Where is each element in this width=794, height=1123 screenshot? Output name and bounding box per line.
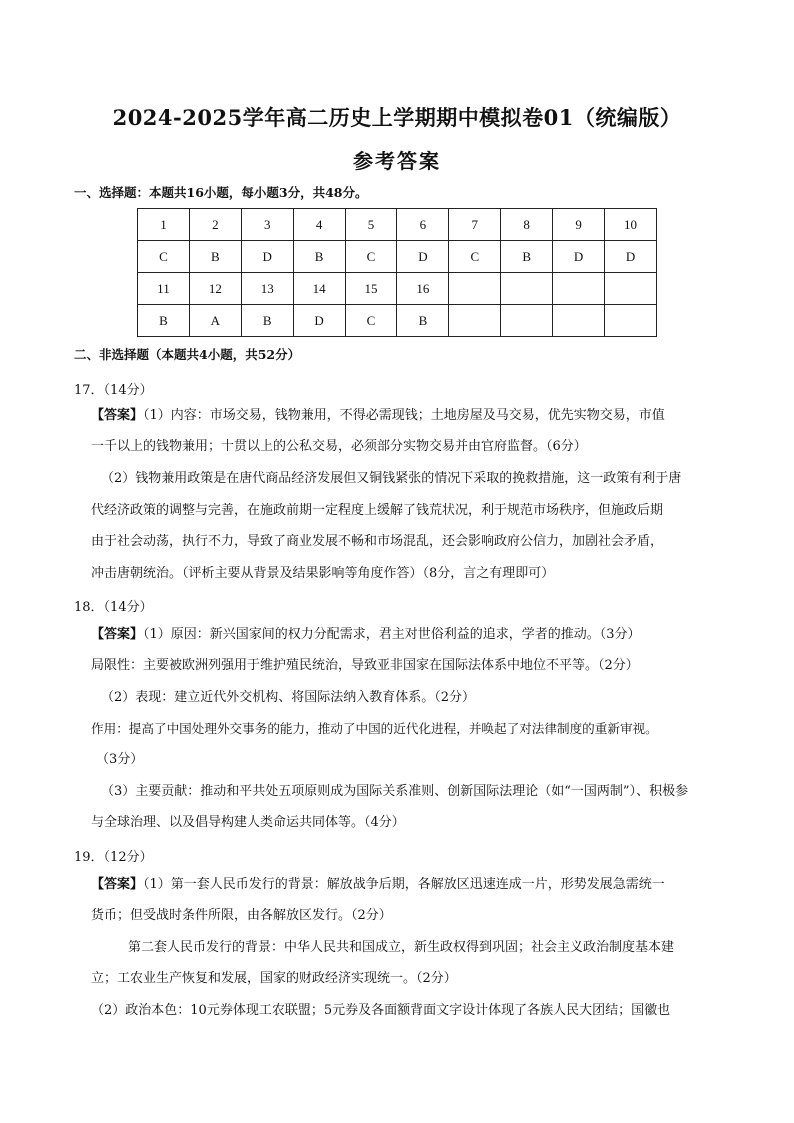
table-row — [138, 305, 657, 337]
section-heading-choice: 一、选择题：本题共16小题，每小题3分，共48分。 — [74, 185, 368, 200]
table-cell: A — [189, 305, 241, 337]
table-cell: D — [397, 241, 449, 273]
document-title: 2024-2025学年高二历史上学期期中模拟卷01（统编版） — [112, 105, 682, 130]
q18-line-5: （3分） — [96, 752, 144, 767]
table-cell: 12 — [189, 273, 241, 305]
answer-text: （1）内容：市场交易，钱物兼用，不得必需现钱；土地房屋及马交易，优先实物交易，市值 — [143, 408, 665, 423]
q18-line-4: 作用：提高了中国处理外交事务的能力，推动了中国的近代化进程，并唤起了对法律制度的重新审视。 — [91, 721, 658, 736]
q19-line-5: （2）政治本色：10元券体现工农联盟；5元券及各面额背面文字设计体现了各族人民大团结；国徽也 — [91, 1003, 671, 1018]
table-cell — [449, 273, 501, 305]
table-cell: C — [345, 241, 397, 273]
table-cell: 15 — [345, 273, 397, 305]
table-row — [138, 273, 657, 305]
q17-line-6: 冲击唐朝统治。（评析主要从背景及结果影响等角度作答）（8分，言之有理即可） — [91, 566, 555, 581]
answer-tag: 【答案】 — [91, 627, 144, 642]
table-cell: B — [501, 241, 553, 273]
q19-line-1 — [91, 877, 665, 893]
table-cell: D — [293, 305, 345, 337]
table-row — [138, 241, 657, 273]
answer-tag: 【答案】 — [91, 408, 144, 423]
table-cell: B — [189, 241, 241, 273]
answer-table — [137, 208, 657, 337]
table-cell: 14 — [293, 273, 345, 305]
table-cell: C — [449, 241, 501, 273]
q17-line-1 — [91, 408, 665, 424]
document-subtitle: 参考答案 — [353, 149, 441, 173]
table-cell: B — [241, 305, 293, 337]
table-cell: 11 — [138, 273, 190, 305]
q17-line-5: 由于社会动荡，执行不力，导致了商业发展不畅和市场混乱，还会影响政府公信力，加剧社会矛盾， — [91, 534, 664, 549]
q19-line-2: 货币；但受战时条件所限，由各解放区发行。（2分） — [91, 908, 392, 923]
table-cell — [553, 305, 605, 337]
table-cell: D — [241, 241, 293, 273]
q18-line-7: 与全球治理、以及倡导构建人类命运共同体等。（4分） — [91, 815, 405, 830]
q19-line-3: 第二套人民币发行的背景：中华人民共和国成立，新生政权得到巩固；社会主义政治制度基本建 — [128, 940, 675, 955]
table-cell: B — [397, 305, 449, 337]
q17-line-3: （2）钱物兼用政策是在唐代商品经济发展但又铜钱紧张的情况下采取的挽救措施，这一政策有利于唐 — [101, 471, 682, 486]
answer-text: （1）第一套人民币发行的背景：解放战争后期，各解放区迅速连成一片，形势发展急需统一 — [143, 877, 665, 892]
table-cell: D — [553, 241, 605, 273]
table-cell: 6 — [397, 209, 449, 241]
table-cell — [501, 305, 553, 337]
table-cell: 5 — [345, 209, 397, 241]
table-cell: 4 — [293, 209, 345, 241]
q19-line-4: 立；工农业生产恢复和发展，国家的财政经济实现统一。（2分） — [91, 971, 457, 986]
table-cell: 2 — [189, 209, 241, 241]
table-cell — [449, 305, 501, 337]
table-cell: 7 — [449, 209, 501, 241]
q17-line-4: 代经济政策的调整与完善，在施政前期一定程度上缓解了钱荒状况，利于规范市场秩序，但施政后期 — [91, 503, 664, 518]
table-cell: 13 — [241, 273, 293, 305]
question-number-17: 17．（14分） — [74, 383, 153, 398]
question-number-18: 18．（14分） — [74, 600, 153, 615]
q18-line-2: 局限性：主要被欧洲列强用于维护殖民统治，导致亚非国家在国际法体系中地位不平等。（2分） — [91, 658, 639, 673]
answer-tag: 【答案】 — [91, 877, 144, 892]
table-cell: 9 — [553, 209, 605, 241]
table-cell: 10 — [605, 209, 657, 241]
table-cell: D — [605, 241, 657, 273]
table-cell: C — [345, 305, 397, 337]
table-cell: C — [138, 241, 190, 273]
question-number-19: 19．（12分） — [74, 850, 153, 865]
table-cell — [605, 273, 657, 305]
table-cell: 16 — [397, 273, 449, 305]
table-cell: B — [138, 305, 190, 337]
q17-line-2: 一千以上的钱物兼用；十贯以上的公私交易，必须部分实物交易并由官府监督。（6分） — [91, 439, 587, 454]
q18-line-6: （3）主要贡献：推动和平共处五项原则成为国际关系准则、创新国际法理论（如“一国两制”）、积极参 — [101, 784, 689, 799]
q18-line-3: （2）表现：建立近代外交机构、将国际法纳入教育体系。（2分） — [101, 690, 476, 705]
table-cell — [553, 273, 605, 305]
answer-text: （1）原因：新兴国家间的权力分配需求，君主对世俗利益的追求，学者的推动。（3分） — [143, 627, 641, 642]
table-cell: 8 — [501, 209, 553, 241]
table-cell: B — [293, 241, 345, 273]
q18-line-1 — [91, 627, 641, 643]
table-cell: 1 — [138, 209, 190, 241]
section-heading-nonchoice: 二、非选择题（本题共4小题，共52分） — [74, 347, 301, 362]
table-cell — [605, 305, 657, 337]
table-cell — [501, 273, 553, 305]
table-row — [138, 209, 657, 241]
table-cell: 3 — [241, 209, 293, 241]
